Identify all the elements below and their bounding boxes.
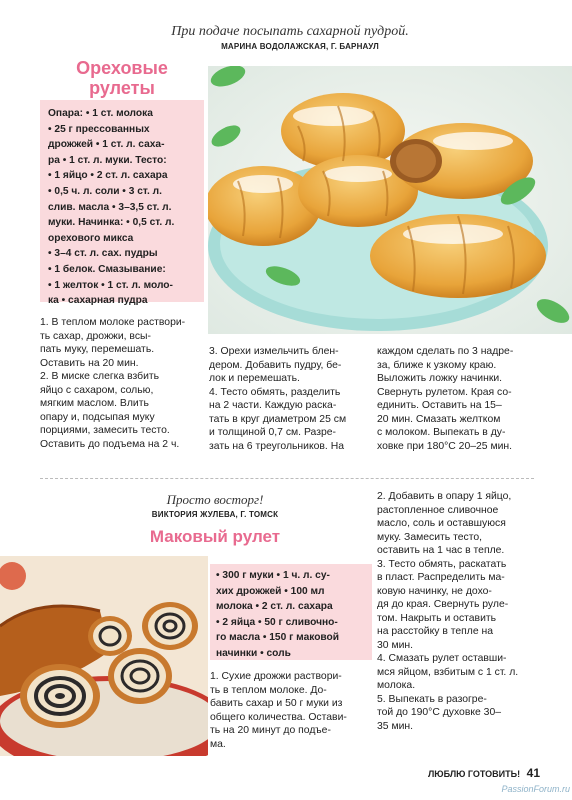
ingredient-line: • 3–4 ст. л. сах. пудры <box>48 248 158 260</box>
step-line: яйцо с сахаром, солью, <box>40 384 154 396</box>
step-line: 4. Смазать рулет оставши- <box>377 653 507 664</box>
step-line: за, ближе к узкому краю. <box>377 359 497 371</box>
ingredient-line: Опара: • 1 ст. молока <box>48 108 153 119</box>
step-line: дером. Добавить пудру, бе- <box>209 359 342 371</box>
step-line: в пласт. Распределить ма- <box>377 572 505 583</box>
step-line: мся яйцом, взбитым с 1 ст. л. <box>377 666 519 678</box>
step-line: 1. В теплом молоке раствори- <box>40 317 186 328</box>
ingredient-line: ка • сахарная пудра <box>48 295 148 307</box>
recipe2-title: Маковый рулет <box>149 527 281 546</box>
step-line: 3. Орехи измельчить блен- <box>209 346 339 357</box>
step-line: Оставить до подъема на 2 ч. <box>40 438 180 450</box>
page-number: 41 <box>526 766 540 780</box>
ingredient-line: орехового микса <box>48 232 134 244</box>
recipe2-steps-col1 <box>210 670 372 751</box>
step-line: ть на 20 минут до подъе- <box>210 725 331 736</box>
ingredient-line: го масла • 150 г маковой <box>216 632 340 644</box>
step-line: тать в круг диаметром 25 см <box>209 413 347 425</box>
step-line: 3. Тесто обмять, раскатать <box>377 558 507 570</box>
recipe1-steps-col3 <box>377 345 537 453</box>
ingredient-line: • 0,5 ч. л. соли • 3 ст. л. <box>48 185 162 197</box>
recipe1-author: МАРИНА ВОДОЛАЖСКАЯ, Г. БАРНАУЛ <box>221 42 379 51</box>
step-line: порциями, замесить тесто. <box>40 425 170 436</box>
recipe2-ingredients <box>216 568 372 662</box>
recipe2-steps-col2 <box>377 490 539 733</box>
step-line: 20 мин. Смазать желтком <box>377 413 501 425</box>
recipe1-title <box>40 58 204 98</box>
ingredient-line: • 25 г прессованных <box>48 123 150 135</box>
watermark: PassionForum.ru <box>501 784 570 794</box>
ingredient-line: начинки • соль <box>216 647 291 659</box>
step-line: ть в теплом молоке. До- <box>210 684 327 696</box>
recipe1-tip: При подаче посыпать сахарной пудрой. <box>171 24 409 39</box>
step-line: общего количества. Остави- <box>210 711 347 723</box>
ingredient-line: • 1 яйцо • 2 ст. л. сахара <box>48 170 168 182</box>
step-line: лок и перемешать. <box>209 373 300 384</box>
step-line: зать на 6 треугольников. На <box>209 440 344 452</box>
recipe1-steps-col2 <box>209 345 369 453</box>
step-line: мягким маслом. Влить <box>40 398 149 409</box>
step-line: муку. Замесить тесто, <box>377 531 483 543</box>
step-line: каждом сделать по 3 надре- <box>377 346 514 357</box>
ingredient-line: • 2 яйца • 50 г сливочно- <box>216 616 338 628</box>
step-line: том. Накрыть и оставить <box>377 612 497 624</box>
step-line: Свернуть рулетом. Края со- <box>377 386 512 398</box>
step-line: 30 мин. <box>377 639 414 651</box>
step-line: ма. <box>210 738 226 750</box>
step-line: 5. Выпекать в разогре- <box>377 693 487 705</box>
step-line: бавить сахар и 50 г муки из <box>210 698 343 709</box>
recipe1-title-line1: Ореховые <box>76 58 168 78</box>
magazine-name: ЛЮБЛЮ ГОТОВИТЬ! <box>427 769 521 779</box>
step-line: ковую начинку, не дохо- <box>377 585 492 597</box>
step-line: Выложить ложку начинки. <box>377 373 503 384</box>
step-line: на расстойку в тепле на <box>377 626 494 637</box>
step-line: молока. <box>377 680 416 691</box>
recipe2-ingredients-box <box>210 564 372 660</box>
recipe1-title-line2: рулеты <box>89 78 155 98</box>
nut-rolls-photo <box>208 66 572 334</box>
step-line: 4. Тесто обмять, разделить <box>209 386 341 398</box>
step-line: 2. В миске слегка взбить <box>40 371 160 382</box>
step-line: 35 мин. <box>377 720 414 732</box>
step-line: единить. Оставить на 15– <box>377 400 502 411</box>
ingredient-line: муки. Начинка: • 0,5 ст. л. <box>48 217 175 229</box>
step-line: Оставить на 20 мин. <box>40 357 139 369</box>
step-line: ховке при 180°С 20–25 мин. <box>377 440 513 452</box>
ingredient-line: слив. масла • 3–3,5 ст. л. <box>48 201 172 213</box>
step-line: на 2 части. Каждую раска- <box>209 400 337 411</box>
step-line: 2. Добавить в опару 1 яйцо, <box>377 491 512 502</box>
recipe2-author: ВИКТОРИЯ ЖУЛЕВА, Г. ТОМСК <box>151 510 279 519</box>
step-line: дя до края. Свернуть руле- <box>377 599 509 610</box>
ingredient-line: • 1 желток • 1 ст. л. моло- <box>48 279 173 291</box>
recipe1-steps-col1 <box>40 316 204 451</box>
ingredient-line: • 300 г муки • 1 ч. л. су- <box>216 570 330 581</box>
poppy-roll-photo <box>0 556 208 756</box>
step-line: 1. Сухие дрожжи раствори- <box>210 671 342 682</box>
page-footer <box>380 766 540 780</box>
step-line: пать муку, перемешать. <box>40 344 155 355</box>
step-line: растопленное сливочное <box>377 504 499 516</box>
step-line: и толщиной 0,7 см. Разре- <box>209 427 336 438</box>
step-line: той до 190°С духовке 30– <box>377 707 502 718</box>
recipe2-tip: Просто восторг! <box>166 492 264 507</box>
ingredient-line: хих дрожжей • 100 мл <box>216 585 325 597</box>
ingredient-line: молока • 2 ст. л. сахара <box>216 601 333 613</box>
section-divider <box>40 478 534 479</box>
step-line: масло, соль и оставшуюся <box>377 518 506 529</box>
recipe1-ingredients <box>48 106 204 309</box>
step-line: опару и, подсыпая муку <box>40 411 155 423</box>
step-line: ть сахар, дрожжи, всы- <box>40 330 151 342</box>
ingredient-line: ра • 1 ст. л. муки. Тесто: <box>48 154 167 166</box>
step-line: оставить на 1 час в тепле. <box>377 545 505 556</box>
recipe1-ingredients-box <box>40 100 204 307</box>
step-line: с молоком. Выпекать в ду- <box>377 427 506 438</box>
ingredient-line: дрожжей • 1 ст. л. саха- <box>48 139 165 151</box>
ingredient-line: • 1 белок. Смазывание: <box>48 263 166 275</box>
